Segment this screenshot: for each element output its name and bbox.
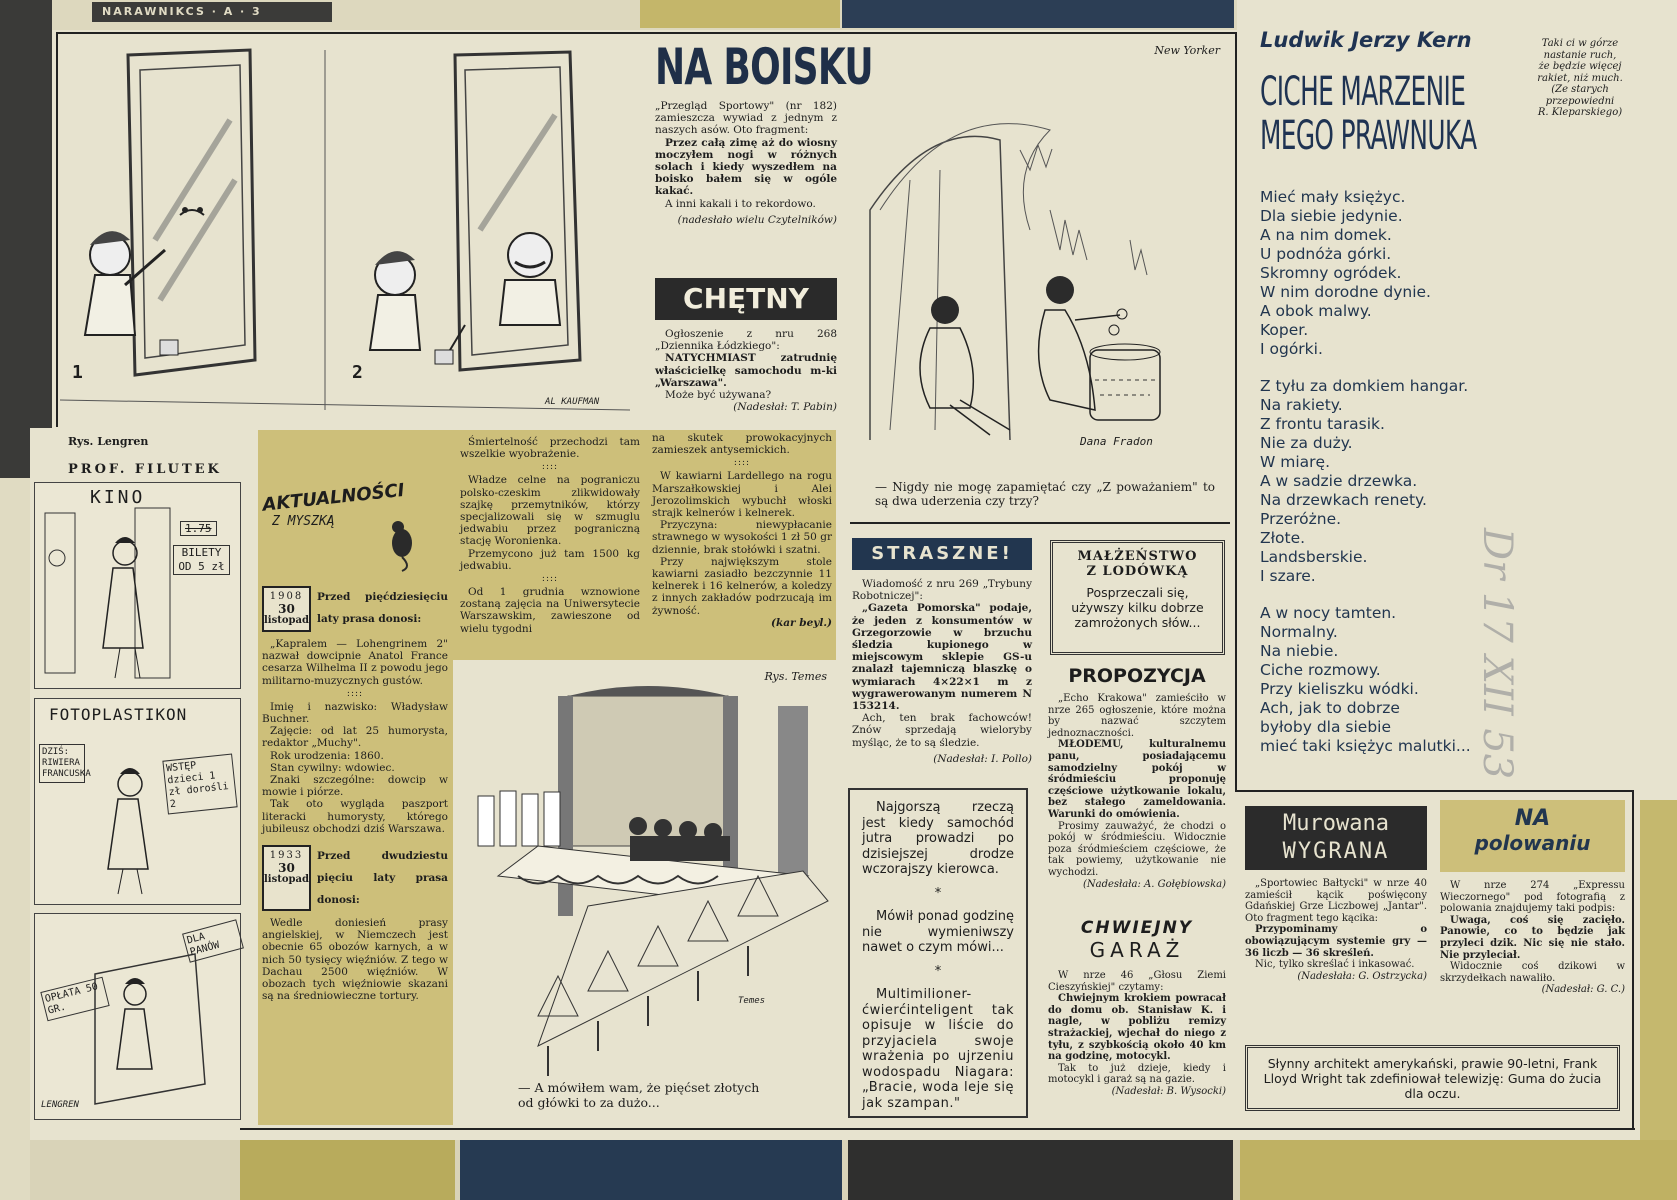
stanza-2 (1260, 377, 1640, 586)
malzenstwo-body: Posprzeczali się, używszy kilku dobrze zamrożonych słów... (1071, 585, 1204, 630)
cartoon-kaufman (60, 40, 640, 420)
new-yorker-drawing (850, 60, 1230, 480)
temes-caption: — A mówiłem wam, że pięćset złotych od główki to za dużo... (518, 1080, 760, 1110)
lead-1933: Przed dwudziestu pięciu laty prasa donosi: (316, 850, 448, 907)
separator: :::: (541, 574, 559, 585)
passport-line: Rok urodzenia: 1860. (270, 749, 384, 762)
poem-line: A w sadzie drzewka. (1260, 472, 1418, 490)
kern-epigraph (1520, 38, 1640, 119)
new-price: OD 5 zł (178, 560, 225, 573)
akt-p1: „Kapralem — Lohengrinem 2" nazwał dowcipnie Anatol France cesarza Wilhelma II z powodu jego militarno-muzycznych gustów. (262, 638, 448, 687)
riwiera-sign: DZIŚ: RIWIERA FRANCUSKA (39, 744, 85, 783)
old-price: 1.75 (180, 521, 217, 536)
najgorsza-box (848, 788, 1028, 1118)
aktualnosci-col2 (460, 436, 640, 635)
panel-number-1: 1 (72, 362, 83, 383)
kern-author: Ludwik Jerzy Kern (1260, 28, 1472, 52)
straszne-signed: (Nadesłał: I. Pollo) (933, 752, 1032, 765)
passport-line: Zajęcie: od lat 25 humorysta, redaktor „Muchy". (262, 725, 448, 750)
left-dark-bar (0, 0, 52, 478)
poem-line: Nie za duży. (1260, 434, 1353, 452)
poem-line: Na niebie. (1260, 642, 1339, 660)
new-yorker-rule (850, 522, 1230, 524)
bilety-sign (173, 545, 230, 575)
murowana-title-1: Murowana (1283, 811, 1389, 836)
chetny-article (655, 278, 837, 413)
date-month: listopad (264, 615, 309, 626)
new-yorker-source: New Yorker (1154, 44, 1220, 57)
star-divider: * (934, 885, 942, 901)
epigraph-line: nastanie ruch, (1543, 49, 1617, 61)
akt-signed: (kar beyl.) (771, 616, 832, 629)
epigraph-line: rakiet, niż much. (1537, 72, 1623, 84)
chetny-title: CHĘTNY (655, 278, 837, 320)
frame-bottom (240, 1128, 1635, 1130)
top-yellow-block (640, 0, 840, 28)
separator: :::: (541, 462, 559, 473)
poem-line: W nim dorodne dynie. (1260, 283, 1431, 301)
frame-mid-h (1235, 790, 1633, 792)
na-boisku-quote: Przez całą zimę aż do wiosny moczyłem nogi w różnych solach i kiedy wyszedłem na boisko bałem się w ogóle kakać. (655, 136, 837, 198)
bilety-label: BILETY (181, 546, 222, 559)
poem-line: Ciche rozmowy. (1260, 661, 1381, 679)
poem-line: U podnóża górki. (1260, 245, 1392, 263)
chwiejny-body: W nrze 46 „Głosu Ziemi Cieszyńskiej" czytamy: (1048, 970, 1226, 993)
murowana-title-2: WYGRANA (1282, 839, 1390, 864)
page-header: NARAWNIKCS · A · 3 (92, 2, 332, 22)
date-badge-1933 (262, 845, 311, 911)
malzenstwo-title-1: MAŁŻEŃSTWO (1077, 549, 1198, 564)
polowanie-title-1: NA (1514, 806, 1551, 831)
separator: :::: (733, 458, 751, 469)
chwiejny-title-2: GARAŻ (1089, 938, 1185, 962)
murowana-signed: (Nadesłała: G. Ostrzycka) (1297, 970, 1427, 982)
propozycja-after: Prosimy zauważyć, że chodzi o pokój w śródmieściu. Widocznie poza śródmieściem częściowe, że tak powiemy, użytkowanie nie wychodzi. (1048, 820, 1226, 878)
wright-text: Słynny architekt amerykański, prawie 90-letni, Frank Lloyd Wright tak zdefiniował telewizję: Guma do żucia dla oczu. (1263, 1056, 1602, 1101)
chwiejny-signed: (Nadesłał: B. Wysocki) (1111, 1085, 1226, 1097)
dla-panow-sign: DLA PANÓW (182, 919, 244, 962)
kaufman-signature: AL KAUFMAN (545, 397, 600, 407)
akt-p3: Tak oto wygląda paszport literacki humorysty, którego jubileusz obchodzi dziś Warszawa. (262, 798, 448, 835)
lead-1908: Przed pięćdziesięciu laty prasa donosi: (316, 591, 448, 625)
epigraph-line: R. Kleparskiego) (1537, 107, 1623, 118)
poem-line: Na rakiety. (1260, 396, 1343, 414)
kern-title-1: CICHE MARZENIE (1260, 69, 1466, 115)
straszne-quote: „Gazeta Pomorska" podaje, że jeden z konsumentów w Grzegorzowie w brzuchu śledzia kupionego w miejscowym sklepie GS-u znalazł tajemniczą blaszkę o wymiarach 4×22×1 m z wygrawerowanym numerem N 153214. (852, 602, 1032, 713)
polowanie-article (1440, 800, 1625, 997)
akt-passport (262, 701, 448, 799)
propozycja-quote: MŁODEMU, kulturalnemu panu, posiadającemu samodzielny pokój w śródmieściu proponuję częściowe użytkowanie lokalu, bez stałego zameldowania. Warunki do omówienia. (1048, 739, 1226, 820)
chwiejny-quote: Chwiejnym krokiem powracał do domu ob. Stanisław K. i nagle, w pobliżu remizy strażackiej, wjechał do niego z tyłu, z szybkością około 40 km na godzinę, motocykl. (1048, 993, 1226, 1063)
epigraph-line: (Ze starych (1551, 84, 1609, 95)
left-paper-strip (0, 478, 30, 1200)
propozycja-title: PROPOZYCJA (1068, 665, 1206, 687)
murowana-title (1245, 806, 1427, 870)
na-boisku-signed: (nadesłało wielu Czytelników) (677, 213, 837, 226)
propozycja-signed: (Nadesłała: A. Gołębiowska) (1082, 878, 1226, 890)
kino-drawing (35, 483, 240, 688)
polowanie-quote: Uwaga, coś się zacięło. Panowie, co to będzie jak przyleci dzik. Nic się nie stało. Nie przyleciał. (1440, 914, 1625, 961)
epigraph-line: Taki ci w górze (1541, 38, 1619, 49)
poem-line: I szare. (1260, 567, 1316, 585)
stanza-1 (1260, 188, 1640, 359)
aktualnosci-col3 (652, 432, 832, 629)
chetny-body: Ogłoszenie z nru 268 „Dziennika Łódzkiego": (655, 328, 837, 353)
temes-credit: Rys. Temes (764, 670, 827, 683)
frame-top (56, 32, 1236, 34)
filutek-title: PROF. FILUTEK (68, 462, 222, 477)
temes-signature: Temes (738, 996, 766, 1006)
temes-drawing (458, 686, 833, 1086)
malzenstwo-box (1050, 540, 1225, 655)
poem-line: Ach, jak to dobrze (1260, 699, 1400, 717)
filutek-kino-panel (34, 482, 241, 689)
filutek-fotoplastikon-panel (34, 698, 241, 905)
poem-line: Przeróżne. (1260, 510, 1342, 528)
passport-line: Znaki szczególne: dowcip w mowie i piórze. (262, 774, 448, 799)
oplata-sign: OPŁATA 50 GR. (40, 977, 109, 1022)
chwiejny-after: Tak to już dzieje, kiedy i motocykl i garaż są na gazie. (1048, 1062, 1226, 1086)
new-yorker-signature: Dana Fradon (1080, 435, 1153, 448)
date-day: 30 (278, 861, 295, 876)
murowana-body: „Sportowiec Bałtycki" w nrze 40 zamieścił kącik poświęcony Gdańskiej Grze Liczbowej „Jantar". Oto fragment tego kącika: (1245, 878, 1427, 924)
polowanie-after: Widocznie coś dzikowi w skrzydełkach nawaliło. (1440, 961, 1625, 984)
aphorism-3: Multimilioner-ćwierćinteligent tak opisuje w liście do przyjaciela swoje wrażenia po ujrzeniu wodospadu Niagara: „Bracie, woda leje się jak szampan." (862, 987, 1014, 1111)
kern-title-2: MEGO PRAWNUKA (1260, 113, 1477, 159)
malzenstwo-title-2: Z LODÓWKĄ (1086, 564, 1189, 579)
date-year: 1908 (269, 591, 304, 602)
passport-line: Imię i nazwisko: Władysław Buchner. (262, 700, 448, 726)
wright-box (1245, 1045, 1620, 1111)
poem-line: A w nocy tamten. (1260, 604, 1397, 622)
aktualnosci-col1 (262, 430, 448, 1002)
temes-cartoon (458, 668, 833, 1123)
panel-number-2: 2 (352, 362, 363, 383)
aphorism-2: Mówił ponad godzinę nie wymieniwszy nawet o czym mówi... (862, 909, 1014, 955)
akt-col3-p3: Przyczyna: niewypłacanie strawnego w wysokości 1 zł 50 gr dziennie, brak stołówki i szatni. (652, 519, 832, 556)
akt-col2-p3: Przemycono już tam 1500 kg jedwabiu. (460, 547, 640, 572)
poem-line: Na drzewkach renety. (1260, 491, 1427, 509)
top-navy-block (842, 0, 1234, 28)
straszne-article (852, 538, 1032, 765)
kino-sign: KINO (90, 487, 146, 508)
murowana-quote: Przypominamy o obowiązującym systemie gry — 36 liczb — 36 skreśleń. (1245, 924, 1427, 959)
chetny-signed: (Nadesłał: T. Pabin) (733, 401, 837, 414)
filutek-credit: Rys. Lengren (68, 435, 149, 448)
akt-col2-p1: Śmiertelność przechodzi tam wszelkie wyobrażenie. (460, 436, 640, 461)
akt-col2-p4: Od 1 grudnia wznowione zostaną zajęcia na Uniwersytecie Warszawskim, zawieszone od wielu tygodni (460, 586, 640, 635)
separator: :::: (346, 688, 364, 699)
poem-line: Normalny. (1260, 623, 1338, 641)
poem-line: Złote. (1260, 529, 1306, 547)
aphorism-1: Najgorszą rzeczą jest kiedy samochód jutra prowadzi po dzisiejszej drodze wczorajszy kierowca. (862, 800, 1014, 877)
poem-line: A na nim domek. (1260, 226, 1392, 244)
bottom-dark-mid (848, 1140, 1233, 1200)
stanza-3 (1260, 604, 1640, 756)
date-month: listopad (264, 874, 309, 886)
fotoplastikon-sign: FOTOPLASTIKON (49, 705, 188, 724)
polowanie-title (1440, 800, 1625, 872)
straszne-body: Wiadomość z nru 269 „Trybuny Robotniczej": (852, 578, 1032, 603)
aktualnosci-title-1: AKTUALNOŚCI (261, 479, 406, 516)
epigraph-line: że będzie więcej (1538, 61, 1622, 72)
poem-line: Dla siebie jedynie. (1260, 207, 1403, 225)
bottom-yellow-left (240, 1140, 455, 1200)
murowana-article (1245, 806, 1427, 983)
polowanie-signed: (Nadesłał: G. C.) (1541, 984, 1625, 996)
polowanie-body: W nrze 274 „Expressu Wieczornego" pod fotografią z polowania znajdujemy taki podpis: (1440, 880, 1625, 915)
akt-col3-p1: na skutek prowokacyjnych zamieszek antysemickich. (652, 432, 832, 457)
new-yorker-caption: — Nigdy nie mogę zapamiętać czy „Z poważaniem" to są dwa uderzenia czy trzy? (875, 480, 1215, 508)
kern-stanzas (1260, 188, 1640, 756)
poem-line: Z tyłu za domkiem hangar. (1260, 377, 1469, 395)
propozycja-article (1048, 665, 1226, 891)
murowana-after: Nic, tylko skreślać i inkasować. (1255, 959, 1415, 971)
chetny-after: Może być używana? (665, 389, 772, 402)
poem-line: Skromny ogródek. (1260, 264, 1402, 282)
mouse-icon (382, 513, 422, 573)
poem-line: mieć taki księżyc malutki... (1260, 737, 1471, 755)
chwiejny-article (1048, 918, 1226, 1098)
straszne-title: STRASZNE! (852, 538, 1032, 570)
straszne-after: Ach, ten brak fachowców! Znów sprzedają wieloryby myśląc, że to są śledzie. (852, 712, 1032, 749)
poem-line: Z frontu tarasik. (1260, 415, 1385, 433)
akt-col3-p2: W kawiarni Lardellego na rogu Marszałkowskiej i Alei Jerozolimskich wybuchł włoski strajk kelnerów i kelnerek. (652, 470, 832, 520)
poem-line: I ogórki. (1260, 340, 1323, 358)
lengren-signature: LENGREN (41, 1100, 79, 1110)
poem-line: Koper. (1260, 321, 1309, 339)
propozycja-body: „Echo Krakowa" zamieściło w nrze 265 ogłoszenie, które można by nazwać szczytem jednoznaczności. (1048, 693, 1226, 739)
new-yorker-cartoon (850, 40, 1230, 510)
date-day: 30 (278, 602, 295, 616)
filutek-dla-panow-panel (34, 913, 241, 1120)
poem-line: Mieć mały księżyc. (1260, 188, 1406, 206)
chetny-quote: NATYCHMIAST zatrudnię właścicielkę samochodu m-ki „Warszawa". (655, 352, 837, 389)
wstep-sign: WSTĘP dzieci 1 zł dorośli 2 (162, 753, 237, 814)
na-boisku-after: A inni kakali i to rekordowo. (665, 197, 816, 210)
na-boisku-body: „Przegląd Sportowy" (nr 182) zamieszcza wywiad z jednym z naszych asów. Oto fragment: (655, 100, 837, 137)
epigraph-line: przepowiedni (1545, 95, 1615, 107)
poem-line: W miarę. (1260, 453, 1330, 471)
poem-line: byłoby dla siebie (1260, 718, 1392, 736)
akt-col3-p4: Przy największym stole kawiarni zasiadło bezczynnie 11 kelnerek i 16 kelnerów, a koledzy z innych zakładów podrzucają im żywność. (652, 555, 832, 617)
akt-col2-p2: Władze celne na pograniczu polsko-czeskim zlikwidowały szajkę przemytników, którzy specjalizowali się w szmuglu jedwabiu przez pograniczną stację Woronienka. (460, 474, 640, 548)
kaufman-drawing (60, 40, 640, 420)
aktualnosci-title-2: Z MYSZKĄ (272, 514, 335, 529)
bottom-navy-mid (460, 1140, 842, 1200)
na-boisku-article (655, 38, 873, 226)
poem-line: Przy kieliszku wódki. (1260, 680, 1419, 698)
date-year: 1933 (269, 850, 304, 862)
passport-line: Stan cywilny: wdowiec. (270, 761, 395, 774)
date-badge-1908 (262, 586, 311, 632)
bottom-yellow-right (1240, 1140, 1677, 1200)
na-boisku-title: NA BOISKU (655, 38, 873, 96)
akt-p4: Wedle doniesień prasy angielskiej, w Niemczech jest obecnie 65 obozów karnych, a w nich 50 tysięcy więźniów. Z tego w Dachau 2500 więźniów. W obozach tych więźniowie skazani są na średniowieczne tortury. (262, 917, 448, 1003)
polowanie-title-2: polowaniu (1474, 831, 1591, 855)
frame-right-lower (1632, 790, 1634, 1130)
handwritten-note: Dr 17 XII 53 (1474, 528, 1520, 780)
poem-line: Landsberskie. (1260, 548, 1368, 566)
poem-line: A obok malwy. (1260, 302, 1372, 320)
chwiejny-title-1: CHWIEJNY (1080, 918, 1194, 938)
frame-left (56, 32, 58, 427)
frame-right (1235, 32, 1237, 792)
aktualnosci-title (261, 479, 448, 580)
kern-poem (1260, 28, 1640, 788)
star-divider: * (934, 963, 942, 979)
